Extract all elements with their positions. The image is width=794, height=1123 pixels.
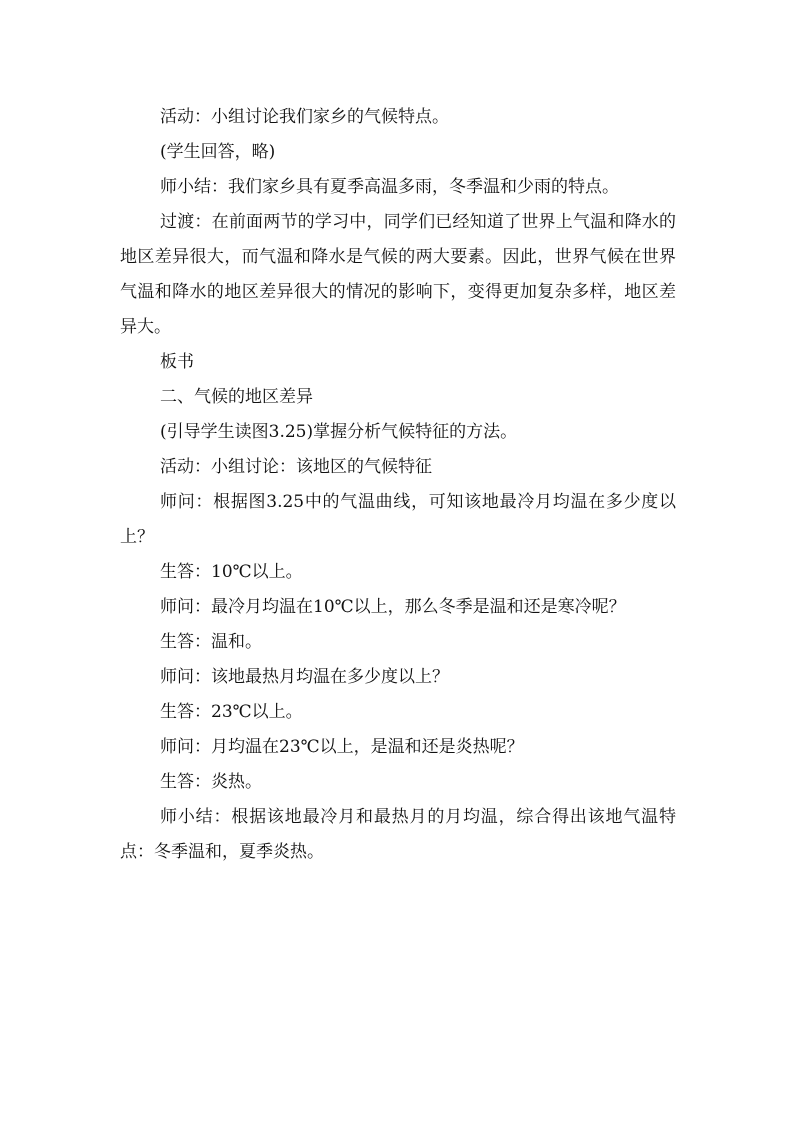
paragraph-answer-winter: 生答：温和。 xyxy=(160,632,262,652)
paragraph-question-hottest: 师问：该地最热月均温在多少度以上？ xyxy=(160,667,449,687)
paragraph-question-summer: 师问：月均温在23℃以上，是温和还是炎热呢？ xyxy=(160,737,524,757)
paragraph-activity-region: 活动：小组讨论：该地区的气候特征 xyxy=(160,457,432,477)
paragraph-teacher-summary-temperature: 师小结：根据该地最冷月和最热月的月均温，综合得出该地气温特点：冬季温和，夏季炎热。 xyxy=(120,807,676,862)
paragraph-section-heading: 二、气候的地区差异 xyxy=(160,387,313,407)
paragraph-question-winter: 师问：最冷月均温在10℃以上，那么冬季是温和还是寒冷呢？ xyxy=(160,597,626,617)
paragraph-student-answer: (学生回答，略) xyxy=(160,142,276,162)
paragraph-blackboard: 板书 xyxy=(160,352,194,372)
paragraph-answer-summer: 生答：炎热。 xyxy=(160,772,262,792)
paragraph-transition: 过渡：在前面两节的学习中，同学们已经知道了世界上气温和降水的地区差异很大，而气温和降水是气候的两大要素。因此，世界气候在世界气温和降水的地区差异很大的情况的影响下，变得更加复杂多样，地区差异大。 xyxy=(120,212,676,337)
document-body xyxy=(120,100,676,870)
paragraph-guide-reading: (引导学生读图3.25)掌握分析气候特征的方法。 xyxy=(160,422,518,442)
paragraph-answer-hottest: 生答：23℃以上。 xyxy=(160,702,303,722)
paragraph-teacher-summary-hometown: 师小结：我们家乡具有夏季高温多雨，冬季温和少雨的特点。 xyxy=(160,177,619,197)
paragraph-question-coldest: 师问：根据图3.25中的气温曲线，可知该地最冷月均温在多少度以上？ xyxy=(120,492,676,547)
paragraph-answer-coldest: 生答：10℃以上。 xyxy=(160,562,303,582)
paragraph-activity-hometown: 活动：小组讨论我们家乡的气候特点。 xyxy=(160,107,449,127)
